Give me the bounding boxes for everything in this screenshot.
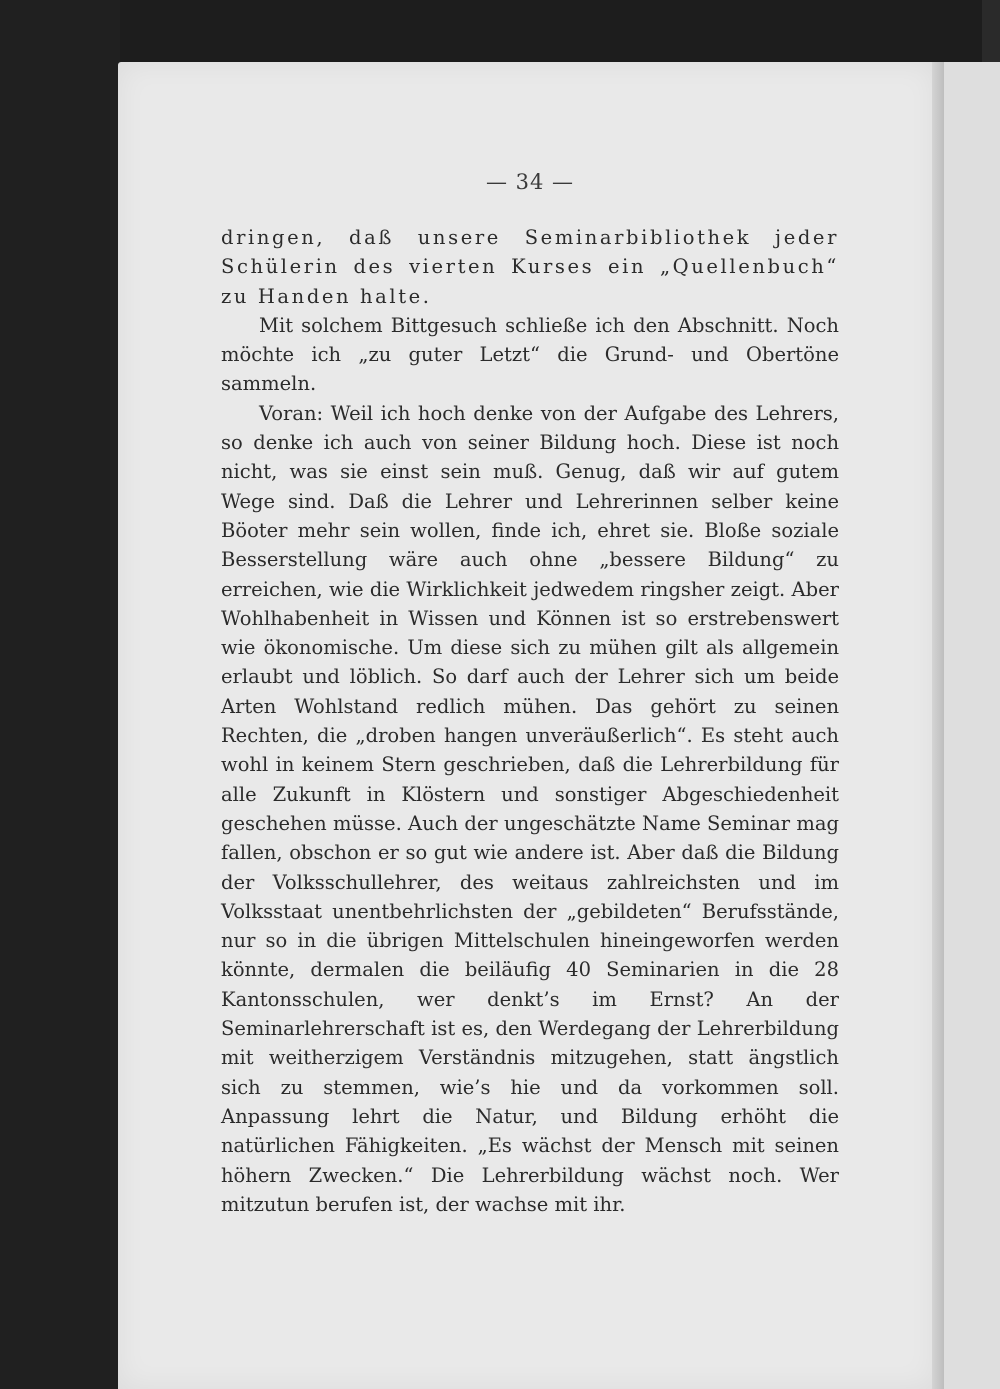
paragraph-2: Mit solchem Bittgesuch schließe ich den Abschnitt. Noch möchte ich „zu guter Letzt“ die Grund- und Obertöne sammeln. <box>221 313 839 396</box>
body-text <box>221 223 839 1219</box>
scan-background-left <box>0 0 120 1389</box>
page-gutter-shadow <box>932 62 944 1389</box>
scan-background-right <box>982 0 1000 62</box>
scan-background-top <box>0 0 1000 60</box>
adjacent-page-edge <box>944 62 1000 1389</box>
paragraph-1: dringen, daß unsere Seminarbibliothek jeder Schülerin des vierten Kurses ein „Quellenbuch“ zu Handen halte. <box>221 226 839 308</box>
paragraph-3: Voran: Weil ich hoch denke von der Aufgabe des Lehrers, so denke ich auch von seiner Bildung hoch. Diese ist noch nicht, was sie einst sein muß. Genug, daß wir auf gutem Wege sind. Daß die Lehrer und Lehrerinnen selber keine Böoter mehr sein wollen, finde ich, ehret sie. Bloße soziale Besserstellung wäre auch ohne „bessere Bildung“ zu erreichen, wie die Wirklichkeit jedwedem ringsher zeigt. Aber Wohlhabenheit in Wissen und Können ist so erstrebenswert wie ökonomische. Um diese sich zu mühen gilt als allgemein erlaubt und löblich. So darf auch der Lehrer sich um beide Arten Wohlstand redlich mühen. Das gehört zu seinen Rechten, die „droben hangen unveräußerlich“. Es steht auch wohl in keinem Stern geschrieben, daß die Lehrerbildung für alle Zukunft in Klöstern und sonstiger Abgeschiedenheit geschehen müsse. Auch der ungeschätzte Name Seminar mag fallen, obschon er so gut wie andere ist. Aber daß die Bildung der Volksschullehrer, des weitaus zahlreichsten und im Volksstaat unentbehrlichsten der „gebildeten“ Berufsstände, nur so in die übrigen Mittelschulen hineingeworfen werden könnte, dermalen die beiläufig 40 Seminarien in die 28 Kantonsschulen, wer denkt’s im Ernst? An der Seminarlehrerschaft ist es, den Werdegang der Lehrerbildung mit weitherzigem Verständnis mitzugehen, statt ängstlich sich zu stemmen, wie’s hie und da vorkommen soll. Anpassung lehrt die Natur, und Bildung erhöht die natürlichen Fähigkeiten. „Es wächst der Mensch mit seinen höhern Zwecken.“ Die Lehrerbildung wächst noch. Wer mitzutun berufen ist, der wachse mit ihr. <box>221 401 839 1216</box>
page-number: — 34 — <box>485 170 575 194</box>
